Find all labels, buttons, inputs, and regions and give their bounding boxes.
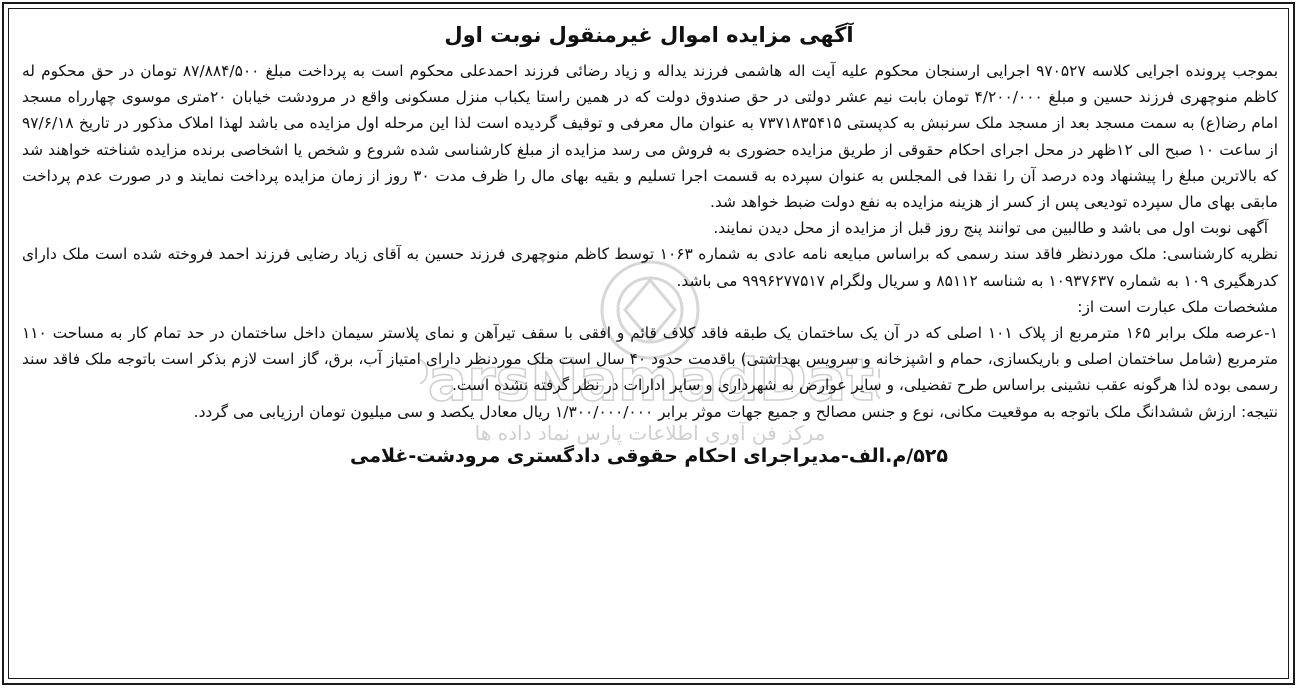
notice-content: [14, 16, 1284, 676]
notice-paragraph-expert-opinion: نظریه کارشناسی: ملک موردنظر فاقد سند رسمی که براساس مبایعه نامه عادی به شماره ۱۰۶۳ توسط کاظم منوچهری فرزند حسین به آقای زیاد رضایی فرزند احمد فروخته شده است ملک دارای کدرهگیری ۱۰۹ به شماره ۱۰۹۳۷۶۳۷ به شناسه ۸۵۱۱۲ و سریال ولگرام ۹۹۹۶۲۷۷۵۱۷ می باشد.: [22, 245, 1278, 290]
notice-paragraph-property-details: ۱-عرصه ملک برابر ۱۶۵ مترمربع از پلاک ۱۰۱ اصلی که در آن یک ساختمان یک طبقه فاقد کلاف قائم و افقی با سقف تیرآهن و نمای پلاستر سیمان داخل ساختمان در حد تمام کار به مساحت ۱۱۰ مترمربع (شامل ساختمان اصلی و باریکسازی، حمام و اشپزخانه و سرویس بهداشتی) باقدمت حدود ۴۰ سال است ملک موردنظر دارای امتیاز آب، برق، گاز است لازم بذکر است باتوجه ملک فاقد سند رسمی بوده لذا هرگونه عقب نشینی براساس طرح تفضیلی، و سایر عوارض به شهرداری و سایر ادارات در نظر گرفته نشده است.: [22, 324, 1278, 395]
watermark-caption: مرکز فن آوری اطلاعات پارس نماد داده ها: [474, 421, 826, 445]
notice-paragraph-result: نتیجه: ارزش ششدانگ ملک باتوجه به موقعیت مکانی، نوع و جنس مصالح و جمیع جهات موثر برابر ۱/۳۰۰/۰۰۰/۰۰۰ ریال معادل یکصد و سی میلیون تومان ارزیابی می گردد.: [193, 402, 1278, 421]
notice-paragraph-visit: آگهی نوبت اول می باشد و طالبین می توانند پنج روز قبل از مزایده از محل دیدن نمایند.: [713, 219, 1268, 238]
watermark-brand: arsNamadDat: [427, 346, 874, 414]
notice-title: آگهی مزایده اموال غیرمنقول نوبت اول: [444, 23, 854, 47]
notice-paragraph-main: بموجب پرونده اجرایی کلاسه ۹۷۰۵۲۷ اجرایی ارسنجان محکوم علیه آیت اله هاشمی فرزند یداله و زیاد رضائی فرزند احمدعلی محکوم است به پرداخت مبلغ ۸۷/۸۸۴/۵۰۰ تومان در حق محکوم له کاظم منوچهری فرزند حسین و مبلغ ۴/۲۰۰/۰۰۰ تومان بابت نیم عشر دولتی در حق صندوق دولت که در همین راستا یکباب منزل مسکونی واقع در مرودشت خیابان ۲۰متری موسوی چهارراه مسجد امام رضا(ع) به سمت مسجد بعد از مسجد ملک سرنبش به کدپستی ۷۳۷۱۸۳۵۴۱۵ به عنوان مال معرفی و توقیف گردیده است لذا این مرحله اول مزایده می باشد لهذا املاک مذکور در تاریخ ۹۷/۶/۱۸ از ساعت ۱۰ صبح الی ۱۲ظهر در محل اجرای احکام حقوقی از طریق مزایده حضوری به فروش می رسد مزایده از مبلغ کارشناسی شده شروع و شخص یا اشخاصی برنده مزایده شناخته خواهند شد که بالاترین مبلغ را پیشنهاد وده درصد آن را نقدا فی المجلس به عنوان سپرده به قسمت اجرا تسلیم و بقیه بهای مال را ظرف مدت ۳۰ روز از زمان مزایده پرداخت نمایند و در صورت عدم پرداخت مابقی بهای مال سپرده تودیعی پس از کسر از هزینه مزایده به نفع دولت ضبط خواهد شد.: [22, 62, 1279, 212]
notice-footer-signature: ۵۲۵/م.الف-مدیراجرای احکام حقوقی دادگستری مرودشت-غلامی: [349, 444, 948, 467]
notice-paragraph-specs-heading: مشخصات ملک عبارت است از:: [1077, 297, 1278, 316]
